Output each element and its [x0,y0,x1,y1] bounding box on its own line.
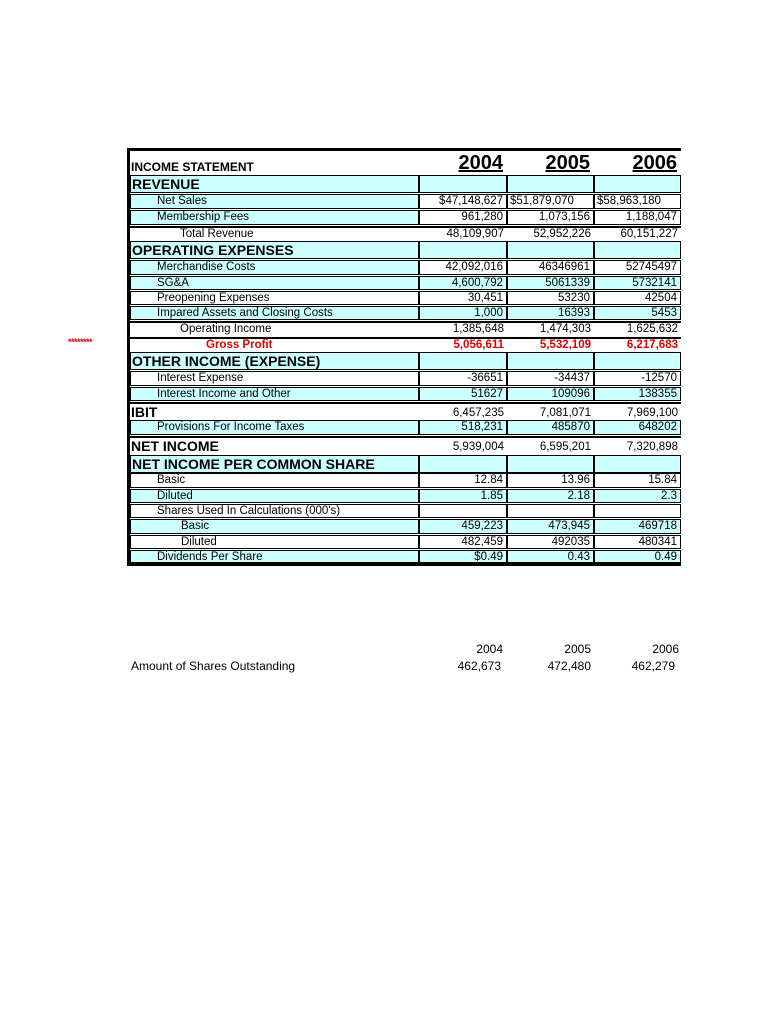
year-2006: 2006 [632,152,677,174]
value-2005: 485870 [507,420,594,435]
value-2006: 138355 [594,387,681,401]
value-2004: $47,148,627 [419,194,507,209]
value-2006: 1,625,632 [594,321,681,336]
table-row [130,321,681,336]
row-label: Provisions For Income Taxes [130,420,419,435]
cell [594,175,681,193]
row-label: Net Sales [130,194,419,209]
value-2005: 6,595,201 [507,436,594,454]
value-2005: 46346961 [507,260,594,275]
value-2004: 482,459 [419,535,507,549]
value-2006: $58,963,180 [594,194,681,209]
table-row [130,306,681,320]
row-label: Basic [130,519,419,534]
table-row [130,194,681,209]
cell [594,352,681,370]
table-row [130,504,681,518]
value-2004: -36651 [419,371,507,386]
row-label: Interest Expense [130,371,419,386]
shares-outstanding-label: Amount of Shares Outstanding [131,659,296,673]
value-2006: 42504 [594,291,681,305]
value-2004: 1,000 [419,306,507,320]
row-label: Diluted [130,535,419,549]
value-2004: 6,457,235 [419,402,507,420]
value-2005: 492035 [507,535,594,549]
cell [419,241,507,259]
statement-title: INCOME STATEMENT [131,160,254,174]
shares-value-2005: 472,480 [547,659,591,673]
value-2006: 52745497 [594,260,681,275]
cell [419,455,507,473]
cell [594,455,681,473]
value-2005: -34437 [507,371,594,386]
table-row [130,241,681,259]
value-2004: 1.85 [419,489,507,503]
shares-year-2006: 2006 [652,642,679,656]
cell [507,504,594,518]
table-row [130,436,681,454]
value-2005: 109096 [507,387,594,401]
section-revenue: REVENUE [130,175,419,193]
table-row [130,226,681,240]
table-row [130,260,681,275]
value-2005: 1,073,156 [507,210,594,225]
value-2004: 30,451 [419,291,507,305]
table-row [130,489,681,503]
section-net-income: NET INCOME [130,436,419,454]
value-2004: 42,092,016 [419,260,507,275]
value-2006: 648202 [594,420,681,435]
row-label: Membership Fees [130,210,419,225]
gross-profit-label: Gross Profit [130,337,419,351]
row-label: Interest Income and Other [130,387,419,401]
table-row [130,519,681,534]
asterisk-marker: ******** [68,337,93,347]
table-row [130,291,681,305]
value-2006: 2.3 [594,489,681,503]
value-2005: 2.18 [507,489,594,503]
cell [507,455,594,473]
shares-value-2006: 462,279 [631,659,675,673]
year-2004: 2004 [458,152,503,174]
value-2005: 5,532,109 [507,337,594,351]
value-2006: 5453 [594,306,681,320]
row-label: Dividends Per Share [130,550,419,563]
table-row [130,337,681,351]
table-row [130,402,681,420]
row-label: Operating Income [130,321,419,336]
row-label: Shares Used In Calculations (000's) [130,504,419,518]
row-label: Merchandise Costs [130,260,419,275]
value-2006: 469718 [594,519,681,534]
cell [507,352,594,370]
value-2004: 51627 [419,387,507,401]
value-2005: 5061339 [507,276,594,290]
table-row [130,387,681,401]
value-2004: 5,056,611 [419,337,507,351]
row-label: SG&A [130,276,419,290]
table-row [130,175,681,193]
value-2005: 16393 [507,306,594,320]
value-2005: 0.43 [507,550,594,563]
value-2005: $51,879,070 [507,194,594,209]
cell [419,504,507,518]
table-row [130,473,681,488]
value-2006: 7,320,898 [594,436,681,454]
cell [594,241,681,259]
cell [594,504,681,518]
value-2006: -12570 [594,371,681,386]
shares-year-2004: 2004 [476,642,503,656]
value-2004: 4,600,792 [419,276,507,290]
cell [419,175,507,193]
table-row [130,210,681,225]
value-2005: 7,081,071 [507,402,594,420]
header-row [130,151,681,175]
table-row [130,455,681,473]
row-label: Preopening Expenses [130,291,419,305]
shares-year-2005: 2005 [564,642,591,656]
section-other-income: OTHER INCOME (EXPENSE) [130,352,419,370]
value-2005: 53230 [507,291,594,305]
row-label: Diluted [130,489,419,503]
cell [507,241,594,259]
row-label: Basic [130,473,419,488]
value-2004: 48,109,907 [419,226,507,240]
value-2004: $0.49 [419,550,507,563]
value-2006: 7,969,100 [594,402,681,420]
cell [507,175,594,193]
value-2004: 1,385,648 [419,321,507,336]
table-row [130,420,681,435]
row-label: Total Revenue [130,226,419,240]
section-operating-expenses: OPERATING EXPENSES [130,241,419,259]
shares-value-2004: 462,673 [457,659,501,673]
table-row [130,550,681,563]
value-2006: 1,188,047 [594,210,681,225]
value-2004: 5,939,004 [419,436,507,454]
table-row [130,276,681,290]
table-row [130,371,681,386]
section-ibit: IBIT [130,402,419,420]
value-2005: 1,474,303 [507,321,594,336]
value-2004: 459,223 [419,519,507,534]
section-net-income-per-share: NET INCOME PER COMMON SHARE [130,455,419,473]
table-row [130,352,681,370]
value-2006: 60,151,227 [594,226,681,240]
value-2005: 473,945 [507,519,594,534]
value-2005: 13.96 [507,473,594,488]
value-2006: 6,217,683 [594,337,681,351]
value-2005: 52,952,226 [507,226,594,240]
value-2006: 15.84 [594,473,681,488]
table-row [130,535,681,549]
value-2006: 0.49 [594,550,681,563]
year-2005: 2005 [545,152,590,174]
value-2004: 518,231 [419,420,507,435]
row-label: Impared Assets and Closing Costs [130,306,419,320]
value-2004: 12.84 [419,473,507,488]
value-2006: 480341 [594,535,681,549]
cell [419,352,507,370]
value-2004: 961,280 [419,210,507,225]
value-2006: 5732141 [594,276,681,290]
